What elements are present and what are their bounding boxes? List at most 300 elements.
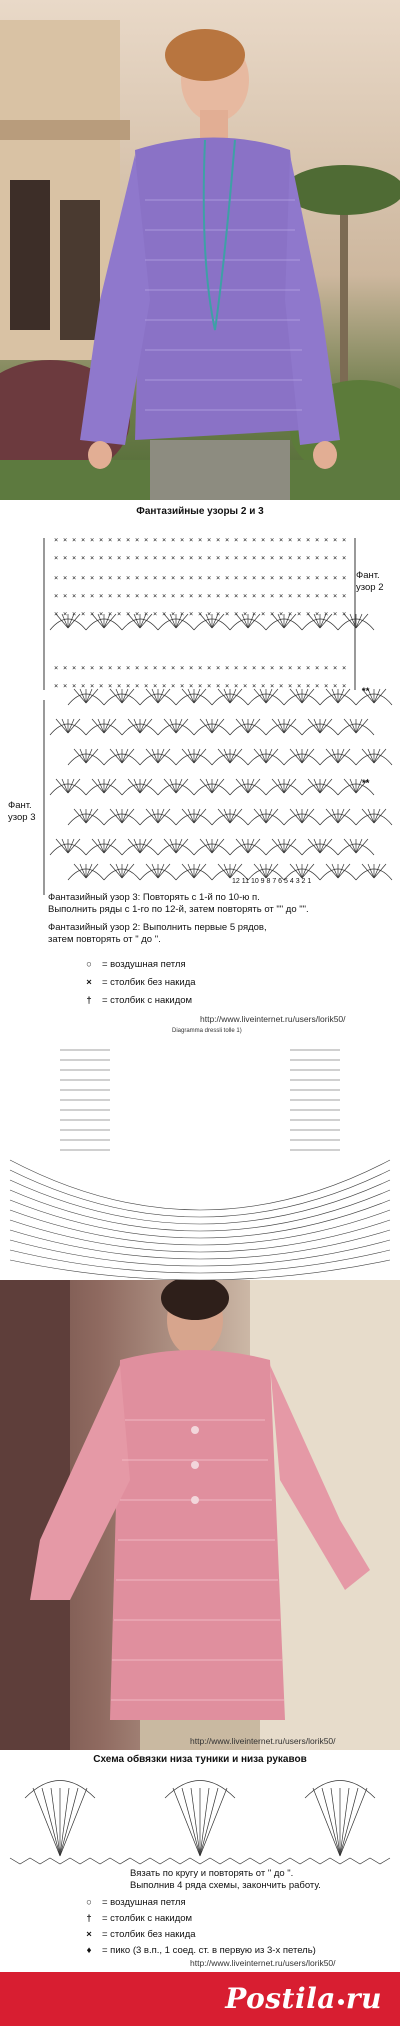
fan-stitch (302, 689, 308, 703)
fan-stitch (98, 719, 104, 733)
row-numbers: 12 11 10 9 8 7 6 5 4 3 2 1 (232, 878, 312, 885)
fan-stitch (74, 689, 86, 703)
fan-stitch (194, 864, 200, 878)
fan-stitch (176, 719, 182, 733)
fan-stitch (176, 839, 182, 853)
fan-stitch (110, 749, 122, 763)
stitch-mark: × (180, 536, 185, 544)
fan-stitch (272, 779, 284, 793)
fan-stitch (224, 809, 230, 823)
stitch-mark: × (288, 536, 293, 544)
fan-stitch (176, 614, 182, 628)
stitch-mark: × (162, 664, 167, 672)
stitch-mark: × (162, 536, 167, 544)
fan-stitch (212, 719, 218, 733)
stitch-mark: × (225, 664, 230, 672)
fan-stitch (212, 839, 218, 853)
fan-stitch (236, 779, 248, 793)
neckline-row (10, 1190, 390, 1231)
fan-stitch (140, 779, 152, 793)
legend-single-crochet (80, 976, 196, 990)
fan-stitch (296, 809, 302, 823)
stitch-mark: × (252, 682, 257, 690)
fan-stitch (248, 719, 260, 733)
stitch-mark: × (144, 536, 149, 544)
fan-stitch (332, 864, 338, 878)
stitch-mark: × (216, 682, 221, 690)
stitch-mark: × (171, 610, 176, 618)
fan-stitch (284, 614, 290, 628)
stitch-mark: × (153, 610, 158, 618)
stitch-mark: × (315, 574, 320, 582)
fan-stitch (368, 749, 374, 763)
pink-tunic-photo (0, 1280, 400, 1750)
fan-stitch (104, 719, 110, 733)
stitch-mark: × (54, 536, 59, 544)
fan-stitch (56, 839, 68, 853)
fan-stitch (68, 779, 74, 793)
fan-stitch (86, 689, 92, 703)
fan-stitch (326, 749, 338, 763)
stitch-mark: × (72, 610, 77, 618)
double-crochet-symbol-icon: † (86, 995, 92, 1006)
edging-fan-stitch (182, 1788, 200, 1856)
fan-stitch (74, 749, 86, 763)
stitch-mark: × (117, 592, 122, 600)
fan-stitch (176, 779, 182, 793)
edging-fan-stitch (51, 1788, 60, 1856)
stitch-mark: × (90, 554, 95, 562)
postila-banner[interactable] (0, 1972, 400, 2026)
stitch-mark: × (342, 592, 347, 600)
stitch-mark: × (306, 682, 311, 690)
stitch-mark: × (162, 592, 167, 600)
stitch-mark: × (279, 554, 284, 562)
fan-stitch (86, 864, 92, 878)
edging-fan-stitch (340, 1788, 349, 1856)
fan-stitch (68, 614, 74, 628)
fan-stitch (320, 839, 332, 853)
stitch-mark: × (234, 682, 239, 690)
stitch-mark: × (72, 554, 77, 562)
fan-stitch (212, 779, 224, 793)
instructions-pattern-3: Фантазийный узор 3: Повторять с 1-й по 10-ю п. Выполнить ряды с 1-го по 12-й, затем повторять от "" до "". (48, 892, 309, 915)
stitch-mark: × (171, 664, 176, 672)
fan-stitch (374, 749, 380, 763)
stitch-mark: × (144, 664, 149, 672)
fan-stitch (224, 864, 230, 878)
neckline-row (10, 1230, 390, 1259)
stitch-mark: × (225, 536, 230, 544)
stitch-mark: × (261, 592, 266, 600)
stitch-mark: × (99, 682, 104, 690)
fan-stitch (68, 839, 80, 853)
fan-stitch (56, 779, 68, 793)
fan-stitch (302, 749, 308, 763)
edging-fan-stitch (191, 1788, 200, 1856)
stitch-mark: × (333, 682, 338, 690)
fan-stitch (104, 779, 116, 793)
stitch-mark: × (90, 592, 95, 600)
fan-stitch (152, 809, 158, 823)
fan-stitch (68, 839, 74, 853)
stitch-mark: × (135, 574, 140, 582)
fan-stitch (248, 779, 254, 793)
fan-stitch (302, 809, 314, 823)
stitch-mark: × (54, 574, 59, 582)
edging-fan-stitch (200, 1788, 227, 1856)
fan-stitch (140, 839, 152, 853)
stitch-mark: × (288, 554, 293, 562)
fan-stitch (290, 689, 302, 703)
legend-single-crochet (80, 1928, 196, 1942)
stitch-mark: × (162, 682, 167, 690)
fan-stitch (296, 689, 302, 703)
stitch-mark: × (171, 682, 176, 690)
fan-stitch (350, 719, 356, 733)
edging-fan-stitch (322, 1788, 340, 1856)
stitch-mark: × (243, 664, 248, 672)
stitch-mark: × (180, 574, 185, 582)
fan-stitch (56, 719, 68, 733)
fan-stitch (284, 779, 296, 793)
fan-stitch (188, 689, 194, 703)
fan-stitch (152, 749, 158, 763)
stitch-mark: × (243, 610, 248, 618)
fan-stitch (176, 779, 188, 793)
fan-stitch (230, 809, 242, 823)
fan-stitch (158, 689, 164, 703)
fan-stitch (344, 614, 356, 628)
stitch-mark: × (90, 682, 95, 690)
fan-stitch (68, 779, 80, 793)
edging-fan-stitch (173, 1788, 200, 1856)
stitch-mark: × (207, 610, 212, 618)
fan-stitch (164, 719, 176, 733)
stitch-mark: × (81, 574, 86, 582)
fan-stitch (338, 689, 350, 703)
fan-stitch (326, 689, 338, 703)
stitch-mark: × (108, 536, 113, 544)
edging-fan-stitch (33, 1788, 60, 1856)
fan-stitch (164, 779, 176, 793)
stitch-mark: × (225, 610, 230, 618)
fan-stitch (134, 719, 140, 733)
fan-stitch (356, 839, 368, 853)
fan-stitch (104, 779, 110, 793)
fan-stitch (128, 779, 140, 793)
edging-fan-stitch (340, 1788, 367, 1856)
stitch-mark: × (261, 664, 266, 672)
fan-stitch (206, 779, 212, 793)
stitch-mark: × (90, 574, 95, 582)
single-crochet-symbol-icon: × (86, 977, 92, 988)
fan-stitch (308, 719, 320, 733)
stitch-mark: × (207, 574, 212, 582)
fan-stitch (80, 689, 86, 703)
stitch-mark: × (198, 610, 203, 618)
stitch-mark: × (297, 682, 302, 690)
stitch-mark: × (180, 554, 185, 562)
neckline-row (10, 1240, 390, 1266)
fan-stitch (122, 689, 134, 703)
stitch-mark: × (207, 682, 212, 690)
stitch-mark: × (270, 664, 275, 672)
fan-stitch (314, 719, 320, 733)
stitch-mark: × (63, 554, 68, 562)
fan-stitch (356, 719, 362, 733)
stitch-mark: × (72, 536, 77, 544)
stitch-mark: × (99, 554, 104, 562)
fan-stitch (248, 719, 254, 733)
stitch-mark: × (171, 574, 176, 582)
fan-stitch (86, 809, 98, 823)
stitch-mark: × (135, 554, 140, 562)
legend-text: = столбик без накида (102, 977, 196, 988)
fan-stitch (254, 689, 266, 703)
fan-stitch (326, 864, 338, 878)
stitch-mark: × (117, 536, 122, 544)
fan-stitch (62, 719, 68, 733)
fan-stitch (212, 614, 218, 628)
stitch-mark: × (315, 610, 320, 618)
stitch-mark: × (63, 574, 68, 582)
fan-stitch (350, 839, 356, 853)
fan-stitch (134, 779, 140, 793)
fan-stitch (182, 749, 194, 763)
fan-stitch (218, 864, 230, 878)
stitch-mark: × (126, 592, 131, 600)
fan-stitch (86, 689, 98, 703)
stitch-mark: × (90, 664, 95, 672)
fan-stitch (302, 749, 314, 763)
stitch-mark: × (243, 574, 248, 582)
stitch-mark: × (207, 554, 212, 562)
fan-stitch (92, 719, 104, 733)
stitch-mark: × (216, 536, 221, 544)
stitch-mark: × (216, 574, 221, 582)
stitch-mark: × (153, 554, 158, 562)
stitch-mark: × (342, 554, 347, 562)
fan-stitch (356, 614, 362, 628)
stitch-mark: × (252, 554, 257, 562)
stitch-mark: × (234, 536, 239, 544)
stitch-mark: × (270, 592, 275, 600)
fan-stitch (374, 864, 380, 878)
fan-stitch (68, 719, 80, 733)
fan-stitch (116, 689, 122, 703)
stitch-mark: × (63, 536, 68, 544)
stitch-mark: × (297, 554, 302, 562)
edging-fan-stitch (60, 1788, 69, 1856)
stitch-mark: × (225, 574, 230, 582)
fan-stitch (290, 749, 302, 763)
fan-stitch (362, 864, 374, 878)
stitch-mark: × (108, 574, 113, 582)
stitch-mark: × (315, 536, 320, 544)
stitch-mark: × (108, 554, 113, 562)
stitch-mark: × (252, 610, 257, 618)
stitch-mark: × (189, 554, 194, 562)
fan-stitch (194, 749, 206, 763)
stitch-mark: × (288, 610, 293, 618)
fan-stitch (356, 719, 368, 733)
stitch-mark: × (333, 664, 338, 672)
postila-logo[interactable] (225, 1982, 382, 2015)
fan-stitch (338, 749, 344, 763)
stitch-mark: × (72, 592, 77, 600)
fan-stitch (320, 779, 332, 793)
fan-stitch (224, 749, 230, 763)
neckline-chart-drawing (0, 1040, 400, 1280)
stitch-mark: × (126, 664, 131, 672)
fan-stitch (302, 809, 308, 823)
fan-stitch (140, 719, 146, 733)
fan-stitch (182, 864, 194, 878)
fan-stitch (182, 809, 194, 823)
stitch-mark: × (324, 536, 329, 544)
stitch-mark: × (297, 664, 302, 672)
stitch-mark: × (198, 664, 203, 672)
legend-text: = воздушная петля (102, 1897, 186, 1908)
fan-stitch (158, 864, 164, 878)
fan-stitch (122, 864, 134, 878)
fan-stitch (80, 864, 86, 878)
fan-stitch (338, 749, 350, 763)
fan-stitch (314, 779, 320, 793)
stitch-mark: × (198, 682, 203, 690)
fan-stitch (80, 809, 86, 823)
stitch-mark: × (261, 536, 266, 544)
stitch-mark: × (279, 592, 284, 600)
lilac-tunic-photo (0, 0, 400, 500)
stitch-mark: × (216, 554, 221, 562)
stitch-mark: × (243, 536, 248, 544)
stitch-mark: × (324, 610, 329, 618)
stitch-mark: × (135, 664, 140, 672)
stitch-mark: × (333, 592, 338, 600)
stitch-mark: × (243, 682, 248, 690)
neckline-chart (0, 1040, 400, 1280)
stitch-mark: × (225, 554, 230, 562)
fan-stitch (122, 864, 128, 878)
fan-stitch (338, 809, 344, 823)
fan-stitch (104, 614, 110, 628)
fan-stitch (170, 779, 176, 793)
fan-stitch (284, 719, 290, 733)
fan-stitch (260, 749, 266, 763)
stitch-mark: × (126, 574, 131, 582)
stitch-mark: × (216, 664, 221, 672)
fan-stitch (224, 689, 230, 703)
stitch-mark: × (72, 682, 77, 690)
fan-stitch (374, 749, 386, 763)
fan-stitch (140, 779, 146, 793)
fan-stitch (350, 779, 356, 793)
stitch-mark: × (243, 554, 248, 562)
double-crochet-symbol-icon: † (86, 1913, 92, 1924)
fan-stitch (158, 749, 170, 763)
legend-text: = столбик без накида (102, 1929, 196, 1940)
stitch-mark: × (171, 536, 176, 544)
stitch-mark: × (288, 682, 293, 690)
fan-stitch (374, 689, 386, 703)
fan-stitch (272, 719, 284, 733)
neckline-row (10, 1180, 390, 1224)
stitch-mark: × (234, 592, 239, 600)
fan-stitch (320, 719, 332, 733)
stitch-mark: × (297, 592, 302, 600)
stitch-mark: × (162, 574, 167, 582)
marker-double-star-mid: ** (362, 778, 370, 789)
stitch-mark: × (234, 554, 239, 562)
fan-stitch (206, 719, 212, 733)
fan-stitch (320, 839, 326, 853)
stitch-mark: × (144, 682, 149, 690)
stitch-mark: × (198, 536, 203, 544)
neckline-row (10, 1210, 390, 1245)
fan-stitch (146, 689, 158, 703)
stitch-mark: × (171, 554, 176, 562)
small-caption: Diagramma dressli tolle 1) (172, 1028, 242, 1034)
fan-stitch (98, 779, 104, 793)
stitch-mark: × (306, 536, 311, 544)
fan-stitch (134, 839, 140, 853)
fan-stitch (182, 689, 194, 703)
legend-text: = столбик с накидом (102, 995, 193, 1006)
stitch-rows (54, 536, 346, 690)
fan-stitch (374, 689, 380, 703)
fan-stitch (92, 839, 104, 853)
stitch-mark: × (54, 592, 59, 600)
stitch-mark: × (207, 664, 212, 672)
stitch-mark: × (54, 664, 59, 672)
fan-stitch (254, 809, 266, 823)
fan-stitch (200, 839, 212, 853)
fan-stitch (338, 809, 350, 823)
edging-fan-stitch (42, 1788, 60, 1856)
stitch-mark: × (108, 592, 113, 600)
logo-domain: ru (345, 1982, 382, 2015)
stitch-mark: × (333, 554, 338, 562)
fan-stitch (356, 839, 362, 853)
stitch-mark: × (288, 664, 293, 672)
fan-stitch (218, 689, 230, 703)
crochet-chart-main (0, 520, 400, 920)
edging-fan-stitch (60, 1788, 78, 1856)
stitch-mark: × (342, 682, 347, 690)
fan-stitch (266, 809, 272, 823)
fan-stitch (122, 809, 128, 823)
stitch-mark: × (261, 682, 266, 690)
fan-stitch (158, 749, 164, 763)
stitch-mark: × (54, 554, 59, 562)
stitch-mark: × (342, 574, 347, 582)
stitch-mark: × (333, 574, 338, 582)
fan-stitch (278, 839, 284, 853)
fan-stitch (320, 614, 326, 628)
stitch-mark: × (315, 682, 320, 690)
fan-stitch (254, 749, 266, 763)
fan-stitch (188, 864, 194, 878)
fan-stitch (98, 839, 104, 853)
fan-stitch (338, 689, 344, 703)
stitch-mark: × (243, 592, 248, 600)
stitch-mark: × (270, 610, 275, 618)
fan-stitch (218, 749, 230, 763)
stitch-mark: × (81, 682, 86, 690)
stitch-mark: × (279, 664, 284, 672)
